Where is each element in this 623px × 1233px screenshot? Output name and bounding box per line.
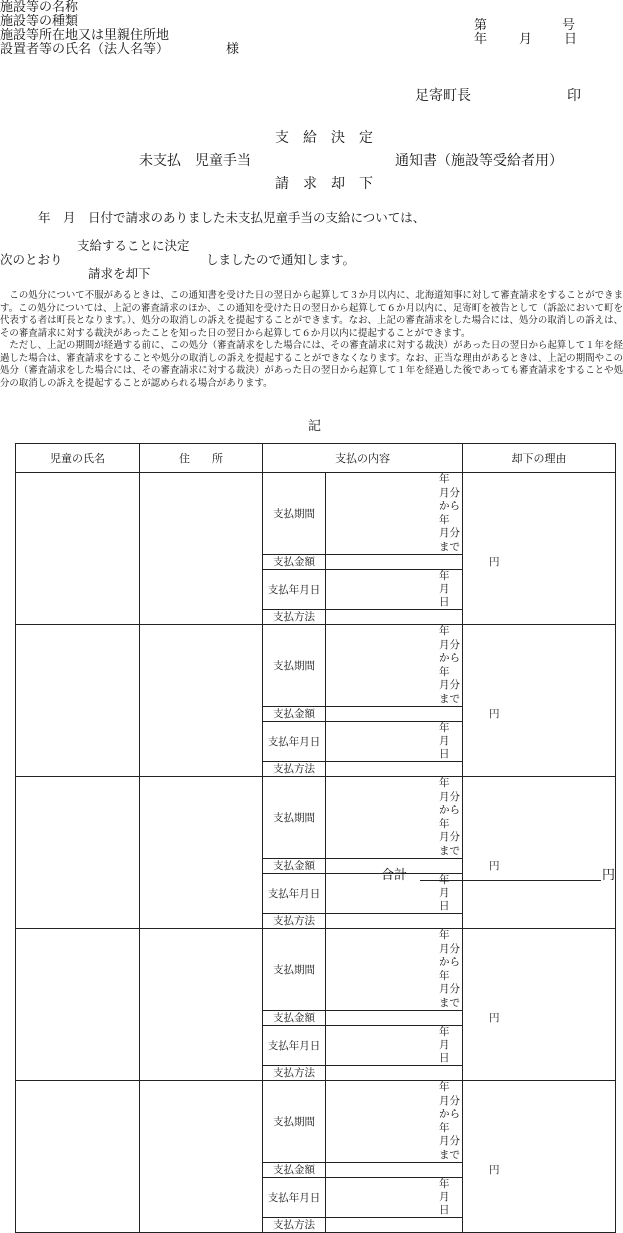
payment-method-label: 支払方法	[263, 610, 326, 625]
issuer-name: 足寄町長	[415, 88, 471, 104]
rejection-reason-cell[interactable]	[463, 1081, 616, 1233]
period-to: 年 月分まで	[439, 665, 471, 705]
body-suffix: しましたので通知します。	[206, 252, 356, 267]
payment-method-label: 支払方法	[263, 1066, 326, 1081]
payment-method-value[interactable]	[326, 610, 463, 625]
payment-method-label: 支払方法	[263, 762, 326, 777]
period-to: 年 月分まで	[439, 1121, 471, 1161]
payment-date-label: 支払年月日	[263, 570, 326, 610]
rejection-reason-cell[interactable]	[463, 929, 616, 1081]
title-subject: 未支払 児童手当	[139, 153, 251, 169]
child-name-cell[interactable]	[16, 929, 140, 1081]
address-cell[interactable]	[140, 1081, 263, 1233]
payment-method-value[interactable]	[326, 1218, 463, 1233]
address-cell[interactable]	[140, 929, 263, 1081]
table-header-row	[16, 444, 616, 473]
period-to: 年 月分まで	[439, 513, 471, 553]
payment-date-label: 支払年月日	[263, 1026, 326, 1066]
facility-name-label: 施設等の名称	[0, 0, 79, 15]
number-suffix: 号	[562, 18, 576, 33]
payment-method-label: 支払方法	[263, 1218, 326, 1233]
payment-date-value[interactable]	[326, 1026, 481, 1066]
amount-yen: 円	[489, 555, 500, 568]
amount-label: 支払金額	[263, 1011, 326, 1026]
payment-date-value[interactable]	[326, 722, 481, 762]
period-label: 支払期間	[263, 473, 326, 555]
facility-address-label: 施設等所在地又は里親住所地	[0, 28, 170, 43]
payment-date-ymd: 年 月 日	[439, 874, 481, 912]
payment-method-label: 支払方法	[263, 914, 326, 929]
header-child-name: 児童の氏名	[16, 444, 140, 473]
amount-label: 支払金額	[263, 859, 326, 874]
date-day: 日	[564, 32, 578, 47]
amount-label: 支払金額	[263, 707, 326, 722]
title-notice-type: 通知書（施設等受給者用）	[395, 153, 563, 169]
period-value[interactable]	[326, 625, 471, 707]
date-month: 月	[519, 32, 533, 47]
payment-date-ymd: 年 月 日	[439, 1178, 481, 1216]
date-year: 年	[474, 32, 488, 47]
ki-heading: 記	[308, 419, 322, 434]
payment-date-value[interactable]	[326, 1178, 481, 1218]
payment-date-value[interactable]	[326, 570, 481, 610]
period-value[interactable]	[326, 1081, 471, 1163]
table-row	[16, 473, 616, 555]
address-cell[interactable]	[140, 473, 263, 625]
honorific: 様	[226, 42, 240, 57]
period-label: 支払期間	[263, 929, 326, 1011]
title-decision: 支 給 決 定	[275, 130, 373, 146]
total-unit: 円	[602, 868, 616, 883]
intro-text: 年 月 日付で請求のありました未支払児童手当の支給については、	[38, 210, 426, 225]
body-prefix: 次のとおり	[0, 252, 63, 267]
child-name-cell[interactable]	[16, 777, 140, 929]
header-rejection-reason: 却下の理由	[463, 444, 616, 473]
payment-date-ymd: 年 月 日	[439, 722, 481, 760]
period-label: 支払期間	[263, 777, 326, 859]
founder-name-label: 設置者等の氏名（法人名等）	[0, 42, 170, 57]
payment-date-label: 支払年月日	[263, 722, 326, 762]
seal-mark: 印	[567, 88, 581, 104]
facility-type-label: 施設等の種類	[0, 14, 79, 29]
number-prefix: 第	[474, 18, 488, 33]
amount-yen: 円	[489, 707, 500, 720]
rejection-reason-cell[interactable]	[463, 473, 616, 625]
period-from: 年 月分から	[439, 1081, 471, 1120]
amount-value[interactable]	[326, 1011, 500, 1026]
period-from: 年 月分から	[439, 777, 471, 816]
period-to: 年 月分まで	[439, 817, 471, 857]
payment-date-label: 支払年月日	[263, 1178, 326, 1218]
table-row	[16, 625, 616, 707]
period-label: 支払期間	[263, 625, 326, 707]
period-from: 年 月分から	[439, 929, 471, 968]
table-row	[16, 777, 616, 859]
header-address: 住 所	[140, 444, 263, 473]
amount-yen: 円	[489, 859, 500, 872]
amount-yen: 円	[489, 1163, 500, 1176]
rejection-reason-cell[interactable]	[463, 625, 616, 777]
amount-value[interactable]	[326, 1163, 500, 1178]
period-value[interactable]	[326, 777, 471, 859]
period-to: 年 月分まで	[439, 969, 471, 1009]
payment-date-ymd: 年 月 日	[439, 570, 481, 608]
total-label: 合計	[381, 868, 408, 883]
payment-method-value[interactable]	[326, 1066, 463, 1081]
address-cell[interactable]	[140, 777, 263, 929]
payment-method-value[interactable]	[326, 914, 463, 929]
table-row	[16, 1081, 616, 1163]
child-name-cell[interactable]	[16, 1081, 140, 1233]
title-rejection: 請 求 却 下	[275, 176, 373, 192]
payment-date-ymd: 年 月 日	[439, 1026, 481, 1064]
table-row	[16, 929, 616, 1011]
payment-method-value[interactable]	[326, 762, 463, 777]
period-value[interactable]	[326, 473, 471, 555]
period-value[interactable]	[326, 929, 471, 1011]
payment-table	[15, 443, 616, 1233]
child-name-cell[interactable]	[16, 473, 140, 625]
amount-value[interactable]	[326, 555, 500, 570]
period-label: 支払期間	[263, 1081, 326, 1163]
period-from: 年 月分から	[439, 625, 471, 664]
option-reject: 請求を却下	[88, 266, 151, 281]
child-name-cell[interactable]	[16, 625, 140, 777]
amount-label: 支払金額	[263, 555, 326, 570]
option-pay: 支給することに決定	[77, 238, 190, 253]
rejection-reason-cell[interactable]	[463, 777, 616, 929]
appeal-notice	[0, 290, 623, 390]
payment-date-label: 支払年月日	[263, 874, 326, 914]
period-from: 年 月分から	[439, 473, 471, 512]
address-cell[interactable]	[140, 625, 263, 777]
amount-label: 支払金額	[263, 1163, 326, 1178]
appeal-notice-paragraph-1: この処分について不服があるときは、この通知書を受けた日の翌日から起算して３か月以内に、北海道知事に対して審査請求をすることができます。この処分については、上記の審査請求のほか、この通知を受けた日の翌日から起算して６か月以内に、足寄町を被告として（訴訟において町を代表する者は町長となります。）、処分の取消しの訴えを提起することができます。なお、上記の審査請求をした場合には、処分の取消しの訴えは、その審査請求に対する裁決があったことを知った日の翌日から起算して６か月以内に提起することができます。	[0, 290, 623, 339]
header-payment-details: 支払の内容	[263, 444, 463, 473]
amount-value[interactable]	[326, 707, 500, 722]
amount-yen: 円	[489, 1011, 500, 1024]
appeal-notice-paragraph-2: ただし、上記の期間が経過する前に、この処分（審査請求をした場合には、その審査請求に対する裁決）があった日の翌日から起算して１年を経過した場合は、審査請求をすることや処分の取消しの訴えを提起することができなくなります。なお、正当な理由があるときは、上記の期間やこの処分（審査請求をした場合には、その審査請求に対する裁決）があった日の翌日から起算して１年を経過した後であっても審査請求をすることや処分の取消しの訴えを提起することが認められる場合があります。	[0, 340, 623, 389]
